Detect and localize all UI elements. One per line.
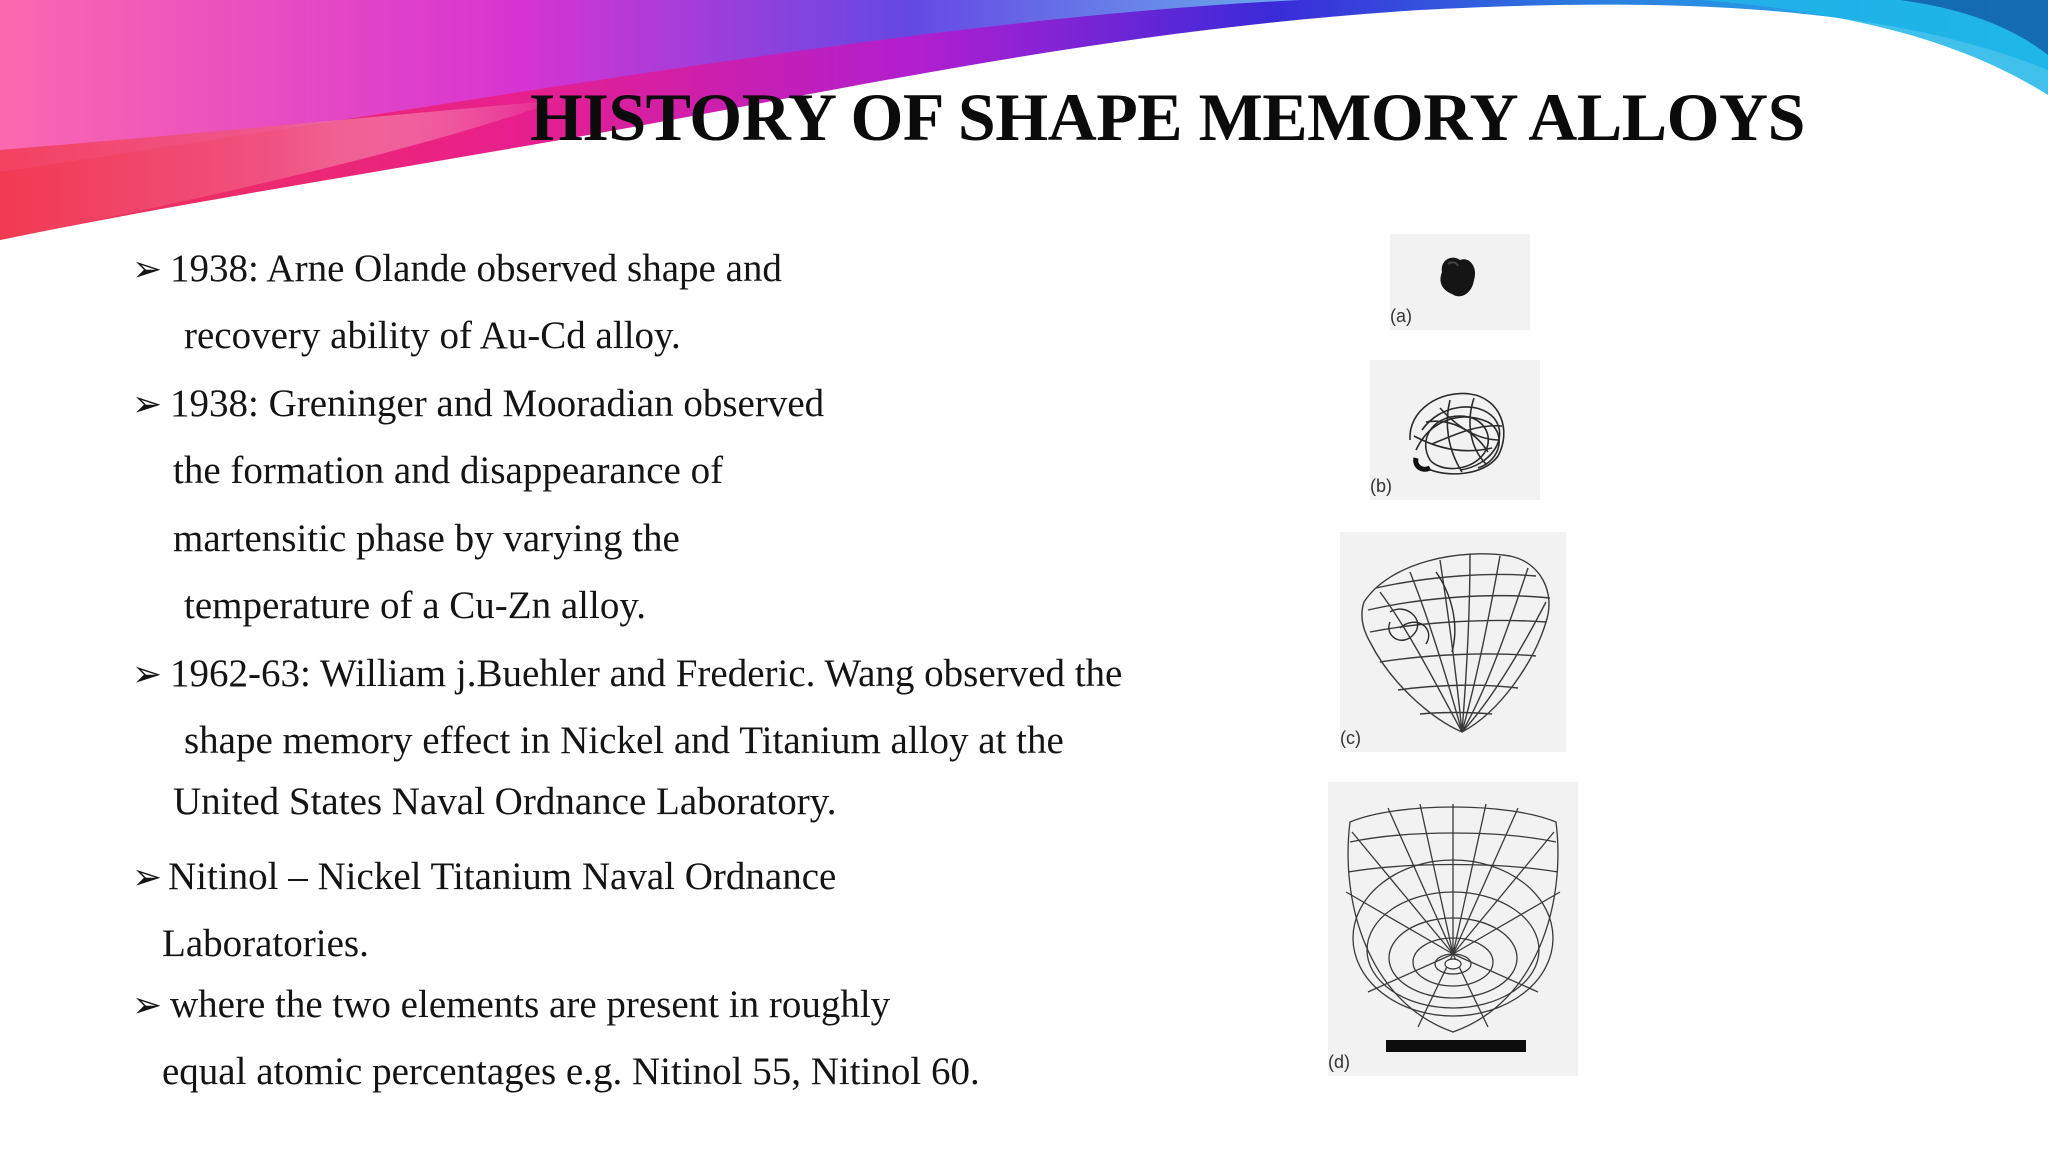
figure-panel-a [1390,234,1530,330]
bullet-line: the formation and disappearance of [173,449,724,492]
bullet-line: Nitinol – Nickel Titanium Naval Ordnance [168,855,837,898]
figure-label-b: (b) [1370,476,1392,496]
bullet-arrow-icon: ➢ [132,857,163,897]
bullet-arrow-icon: ➢ [132,985,163,1025]
bullet-line: United States Naval Ordnance Laboratory. [173,780,837,823]
bullet-line: shape memory effect in Nickel and Titanium alloy at the [184,719,1064,762]
bullet-line: equal atomic percentages e.g. Nitinol 55, Nitinol 60. [162,1050,980,1093]
bullet-line: temperature of a Cu-Zn alloy. [184,584,647,627]
figure-panel-d [1328,782,1578,1076]
bullet-arrow-icon: ➢ [132,384,163,424]
bullet-line: 1962-63: William j.Buehler and Frederic. Wang observed the [170,652,1123,695]
bullet-line: where the two elements are present in roughly [170,983,891,1026]
partially-recovered-mesh-image [1340,532,1566,752]
bullet-arrow-icon: ➢ [132,249,163,289]
recovered-sphere-mesh-image [1328,782,1578,1076]
bullet-line: recovery ability of Au-Cd alloy. [184,314,681,357]
figure-label-a: (a) [1390,306,1412,326]
bullet-line: 1938: Greninger and Mooradian observed [170,382,825,425]
bullet-arrow-icon: ➢ [132,654,163,694]
figure-label-c: (c) [1340,728,1361,748]
slide-title: HISTORY OF SHAPE MEMORY ALLOYS [530,79,1805,155]
bullet-line: 1938: Arne Olande observed shape and [170,247,782,290]
figure-label-d: (d) [1328,1052,1350,1072]
bullet-line: Laboratories. [162,922,369,965]
crumpled-wire-mesh-image [1370,360,1540,500]
bullet-line: martensitic phase by varying the [173,517,680,560]
figure-panel-c [1340,532,1566,752]
figure-panel-b [1370,360,1540,500]
